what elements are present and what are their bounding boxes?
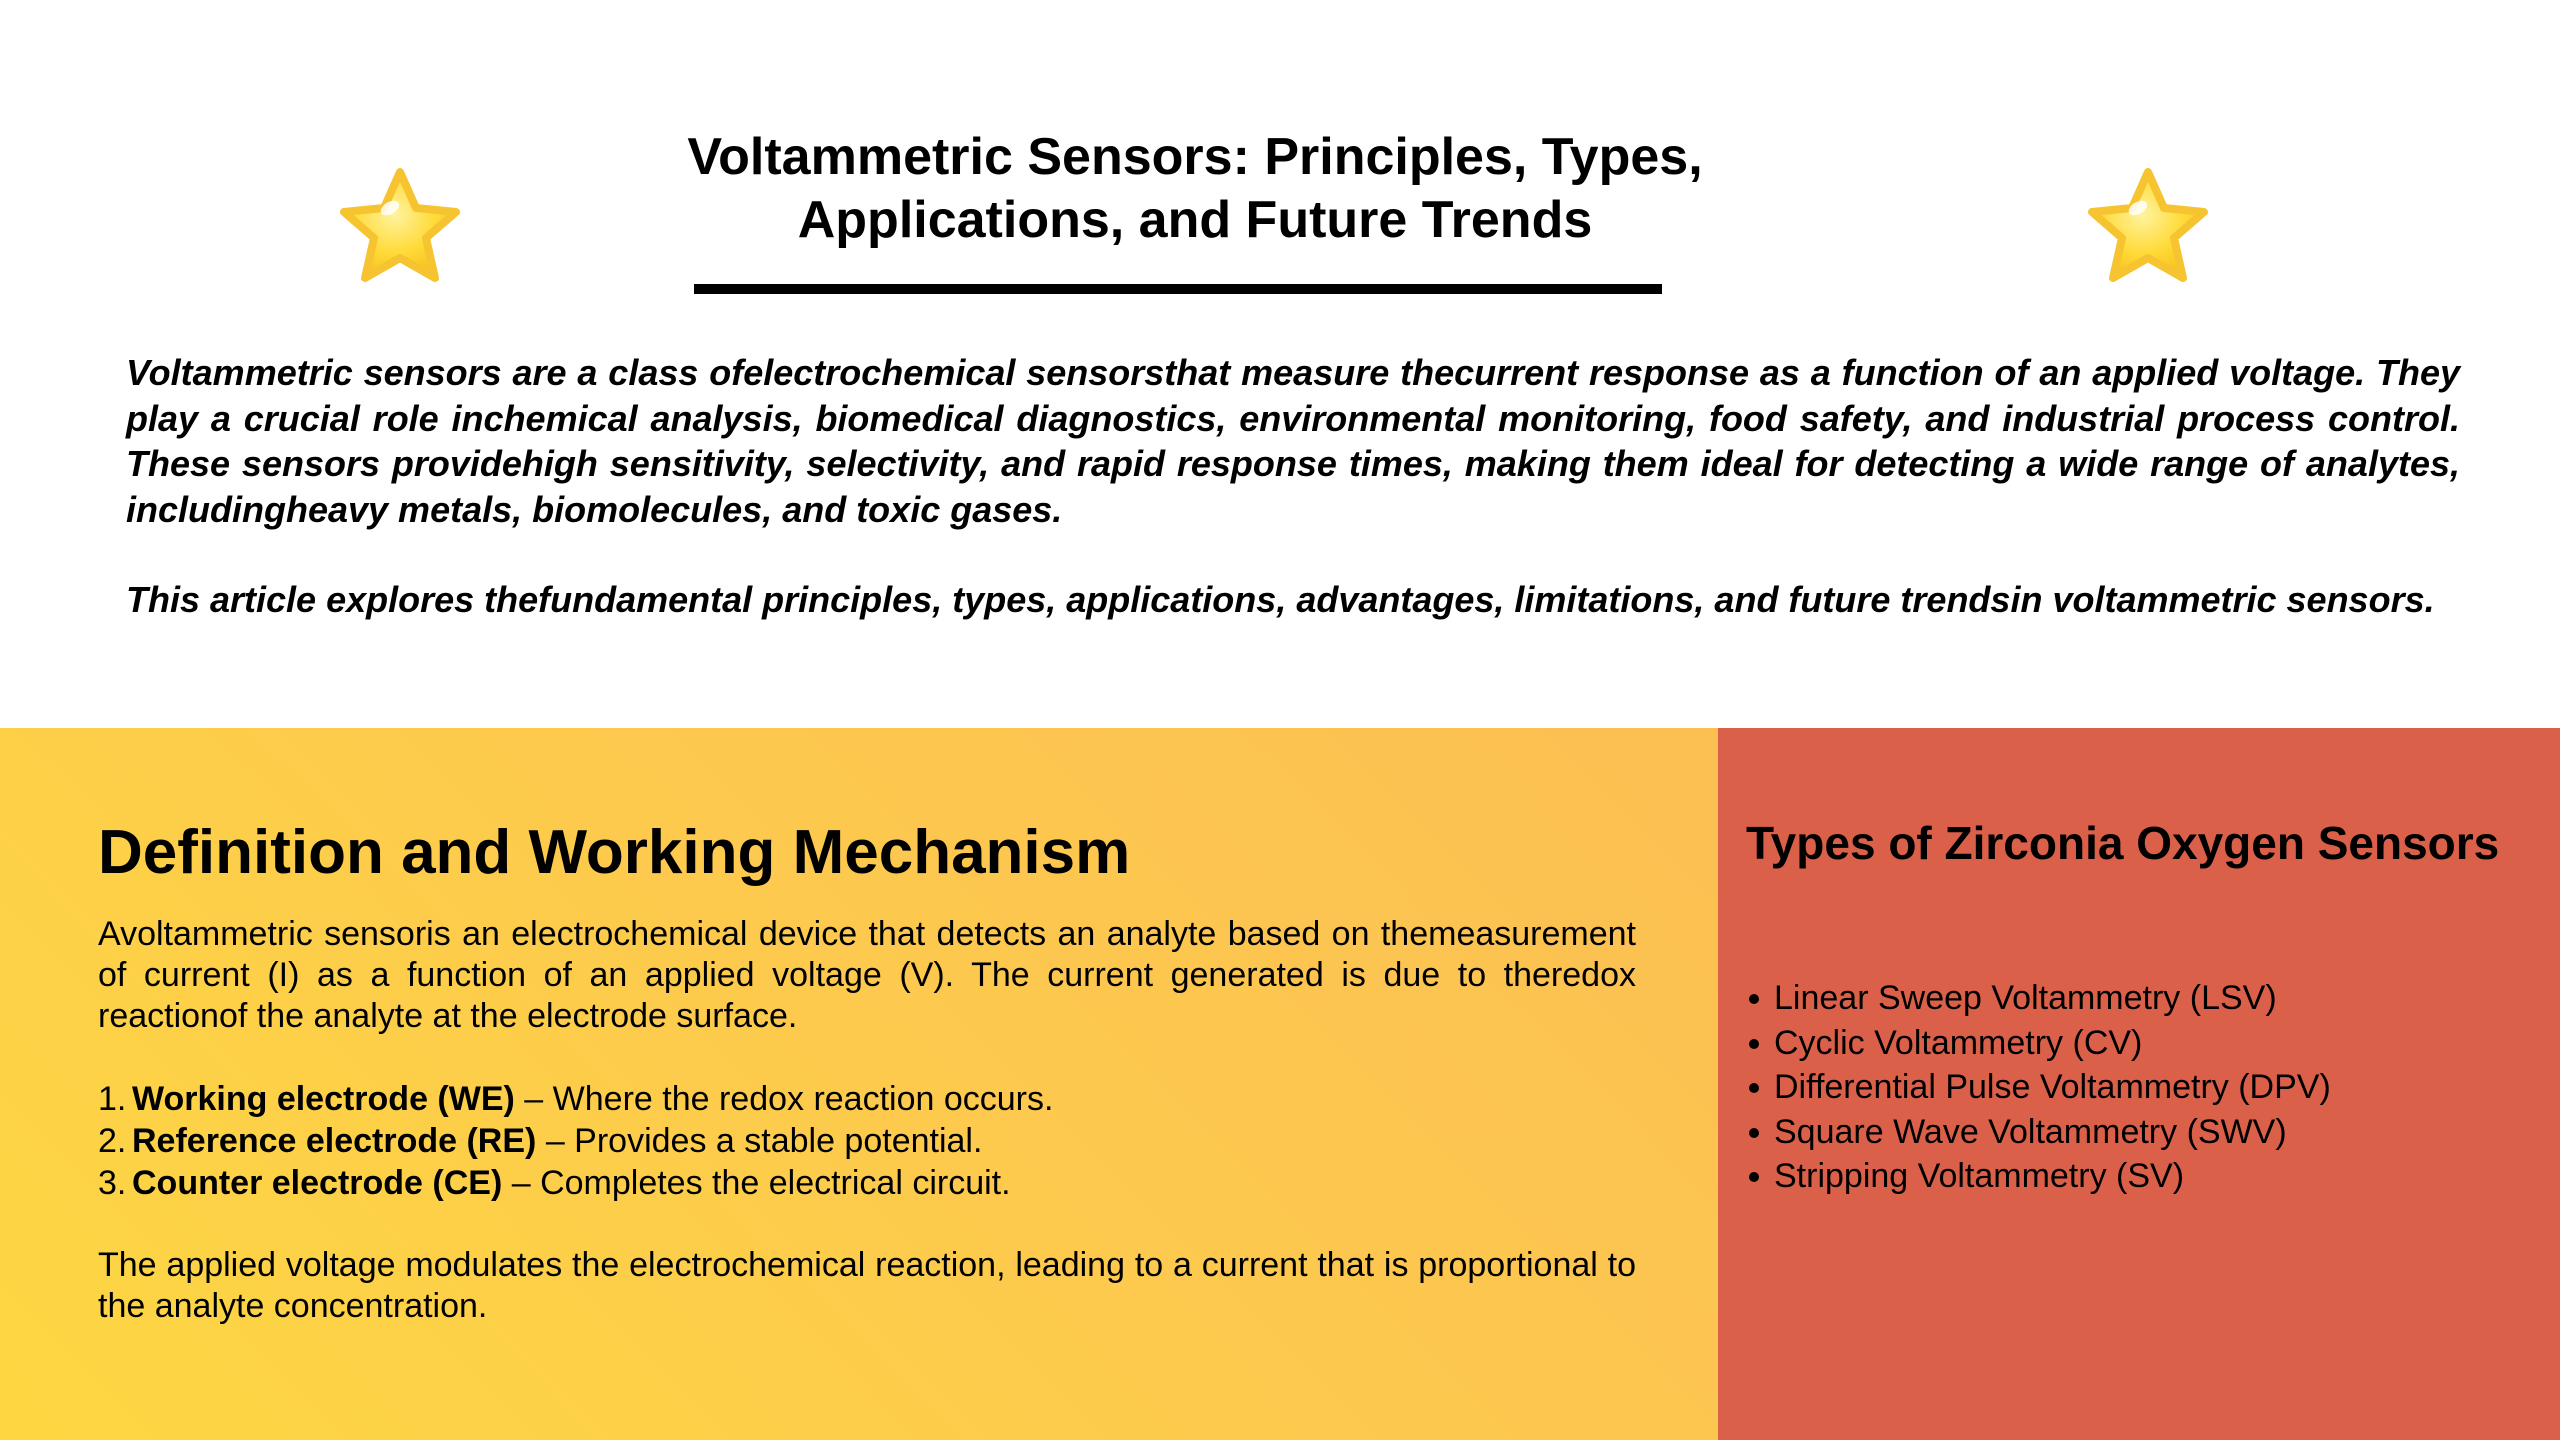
list-item bbox=[132, 1162, 1636, 1204]
types-heading: Types of Zirconia Oxygen Sensors bbox=[1746, 817, 2500, 869]
title-line-1: Voltammetric Sensors: Principles, Types, bbox=[687, 128, 1703, 186]
electrode-list bbox=[98, 1078, 1636, 1204]
list-item bbox=[132, 1120, 1636, 1162]
page-title bbox=[560, 126, 1830, 252]
star-icon bbox=[2078, 160, 2218, 300]
list-item: Differential Pulse Voltammetry (DPV) bbox=[1774, 1065, 2560, 1110]
title-underline bbox=[694, 284, 1662, 294]
definition-heading: Definition and Working Mechanism bbox=[98, 818, 1131, 887]
definition-panel bbox=[0, 728, 1718, 1440]
intro-paragraph-1: Voltammetric sensors are a class ofelectrochemical sensorsthat measure thecurrent response as a function of an applied voltage. They play a crucial role inchemical analysis, biomedical diagnostics, environmental monitoring, food safety, and industrial process control. These sensors providehigh sensitivity, selectivity, and rapid response times, making them ideal for detecting a wide range of analytes, includingheavy metals, biomolecules, and toxic gases. bbox=[126, 352, 2460, 530]
electrode-term: Working electrode (WE) bbox=[132, 1080, 515, 1118]
list-item bbox=[132, 1078, 1636, 1120]
star-icon bbox=[330, 160, 470, 300]
types-list bbox=[1746, 976, 2560, 1199]
title-line-2: Applications, and Future Trends bbox=[797, 191, 1593, 249]
definition-body bbox=[98, 914, 1636, 1327]
list-item: Stripping Voltammetry (SV) bbox=[1774, 1154, 2560, 1199]
definition-paragraph-2: The applied voltage modulates the electrochemical reaction, leading to a current that is proportional to the analyte concentration. bbox=[98, 1246, 1636, 1325]
list-item: Cyclic Voltammetry (CV) bbox=[1774, 1021, 2560, 1066]
electrode-term: Counter electrode (CE) bbox=[132, 1164, 503, 1202]
intro-text bbox=[126, 350, 2460, 668]
electrode-description: – Where the redox reaction occurs. bbox=[514, 1080, 1054, 1118]
list-item: Linear Sweep Voltammetry (LSV) bbox=[1774, 976, 2560, 1021]
list-item: Square Wave Voltammetry (SWV) bbox=[1774, 1110, 2560, 1155]
electrode-description: – Provides a stable potential. bbox=[536, 1122, 983, 1160]
electrode-description: – Completes the electrical circuit. bbox=[502, 1164, 1011, 1202]
electrode-term: Reference electrode (RE) bbox=[132, 1122, 537, 1160]
types-panel bbox=[1718, 728, 2560, 1440]
intro-paragraph-2: This article explores thefundamental principles, types, applications, advantages, limitations, and future trendsin voltammetric sensors. bbox=[126, 579, 2435, 620]
definition-paragraph-1: Avoltammetric sensoris an electrochemical device that detects an analyte based on themeasurement of current (I) as a function of an applied voltage (V). The current generated is due to theredox reactionof the analyte at the electrode surface. bbox=[98, 915, 1636, 1035]
